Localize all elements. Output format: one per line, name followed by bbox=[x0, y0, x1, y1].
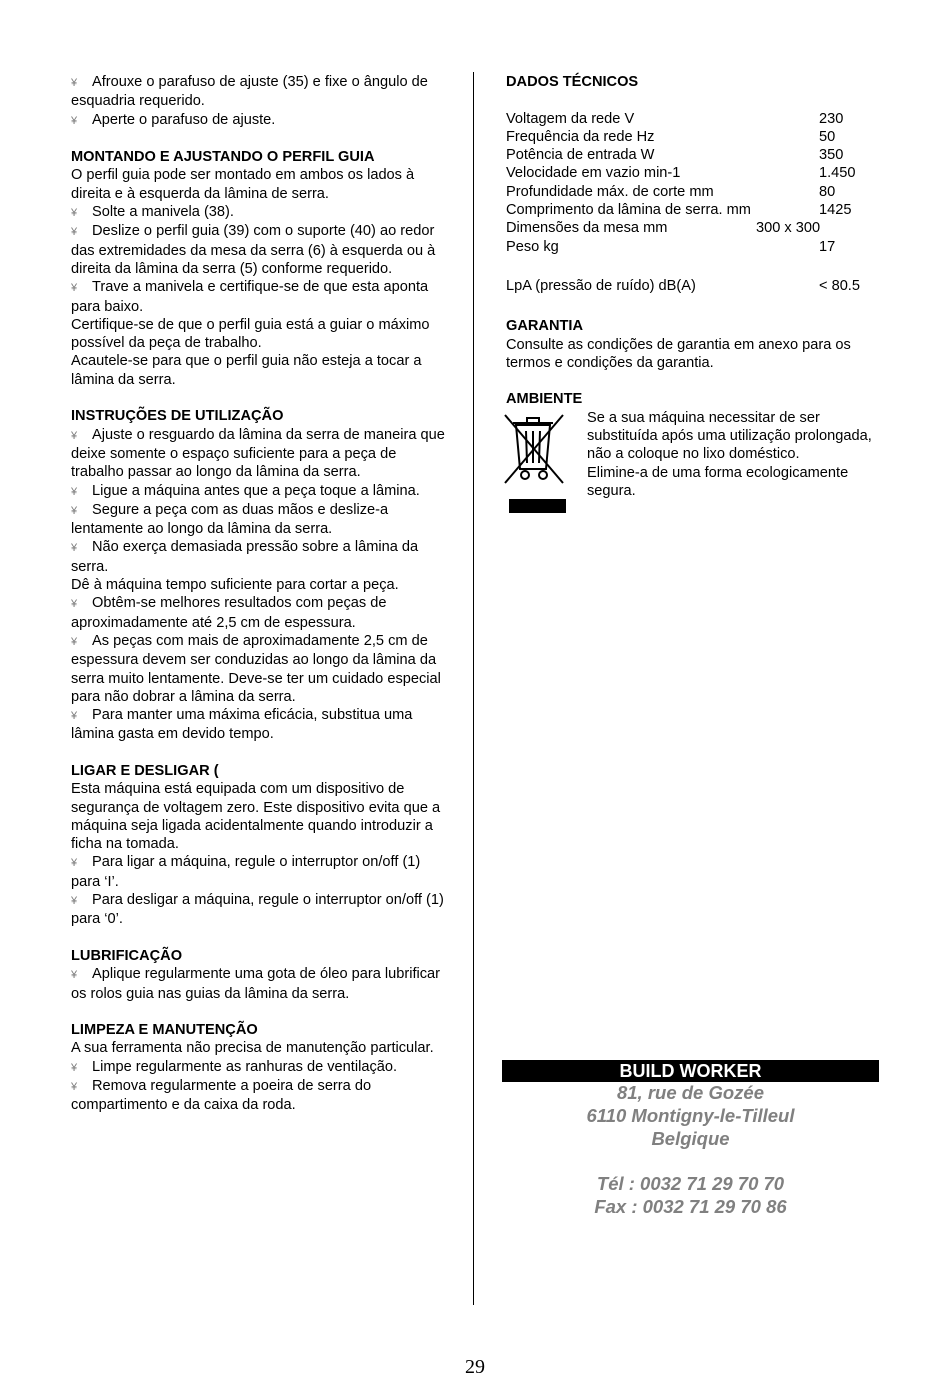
column-divider bbox=[473, 72, 474, 1305]
paragraph: A sua ferramenta não precisa de manutenção particular. bbox=[71, 1040, 434, 1057]
paragraph: Acautele-se para que o perfil guia não esteja a tocar a lâmina da serra. bbox=[71, 353, 422, 388]
crossed-out-wheelie-bin-icon bbox=[501, 411, 567, 515]
section-heading-limpeza: LIMPEZA E MANUTENÇÃO bbox=[71, 1022, 258, 1039]
paragraph: Dê à máquina tempo suficiente para cortar a peça. bbox=[71, 577, 399, 594]
spec-row: Potência de entrada W 350 bbox=[506, 147, 844, 164]
page-number: 29 bbox=[465, 1356, 485, 1378]
yen-sign-icon: ¥ bbox=[71, 857, 78, 870]
list-item: ¥ Para ligar a máquina, regule o interruptor on/off (1) para ‘I’. bbox=[71, 854, 421, 890]
address-line: Belgique bbox=[651, 1127, 730, 1149]
list-item: ¥ Afrouxe o parafuso de ajuste (35) e fixe o ângulo de esquadria requerido. bbox=[71, 74, 428, 110]
section-heading-dados-tecnicos: DADOS TÉCNICOS bbox=[506, 74, 639, 90]
spec-row: Peso kg 17 bbox=[506, 238, 836, 255]
yen-sign-icon: ¥ bbox=[71, 1061, 78, 1074]
yen-sign-icon: ¥ bbox=[71, 485, 78, 498]
yen-sign-icon: ¥ bbox=[71, 504, 78, 517]
list-item: ¥ Limpe regularmente as ranhuras de ventilação. bbox=[71, 1058, 446, 1077]
spec-row: Dimensões da mesa mm 300 x 300 bbox=[506, 220, 821, 237]
address-line: 6110 Montigny-le-Tilleul bbox=[586, 1104, 795, 1126]
list-item: ¥ Para desligar a máquina, regule o interruptor on/off (1) para ‘0’. bbox=[71, 892, 444, 928]
yen-sign-icon: ¥ bbox=[71, 114, 78, 127]
list-item: ¥ Aperte o parafuso de ajuste. bbox=[71, 111, 446, 130]
section-heading-lubrificacao: LUBRIFICAÇÃO bbox=[71, 947, 183, 964]
section-heading-perfil-guia: MONTANDO E AJUSTANDO O PERFIL GUIA bbox=[71, 149, 375, 166]
yen-sign-icon: ¥ bbox=[71, 77, 78, 89]
paragraph: O perfil guia pode ser montado em ambos os lados à direita e à esquerda da lâmina de serra. bbox=[71, 167, 415, 202]
spec-row: Voltagem da rede V 230 bbox=[506, 110, 844, 127]
section-heading-ligar: LIGAR E DESLIGAR ( bbox=[71, 762, 219, 779]
list-item: ¥ As peças com mais de aproximadamente 2,5 cm de espessura devem ser conduzidas ao longo da lâmina da serra muito lentamente. Deve-se ter um cuidado especial para não dobrar a lâmina da serra. bbox=[71, 632, 441, 705]
yen-sign-icon: ¥ bbox=[71, 635, 78, 648]
right-column bbox=[506, 73, 878, 519]
section-heading-instrucoes: INSTRUÇÕES DE UTILIZAÇÃO bbox=[71, 408, 284, 425]
company-info bbox=[502, 1060, 879, 1219]
list-item: ¥ Ajuste o resguardo da lâmina da serra de maneira que deixe somente o espaço suficiente para a peça de trabalho passar ao longo da lâmina da serra. bbox=[71, 426, 445, 481]
yen-sign-icon: ¥ bbox=[71, 598, 78, 611]
yen-sign-icon: ¥ bbox=[71, 429, 78, 442]
spec-row: Profundidade máx. de corte mm 80 bbox=[506, 183, 836, 200]
yen-sign-icon: ¥ bbox=[71, 895, 78, 908]
list-item: ¥ Aplique regularmente uma gota de óleo para lubrificar os rolos guia nas guias da lâmina da serra. bbox=[71, 966, 441, 1002]
yen-sign-icon: ¥ bbox=[71, 542, 78, 555]
spec-row: Comprimento da lâmina de serra. mm 1425 bbox=[506, 202, 852, 219]
paragraph: Certifique-se de que o perfil guia está a guiar o máximo possível da peça de trabalho. bbox=[71, 316, 430, 352]
yen-sign-icon: ¥ bbox=[71, 710, 78, 723]
list-item: ¥ Ligue a máquina antes que a peça toque a lâmina. bbox=[71, 482, 446, 501]
spec-row: Frequência da rede Hz 50 bbox=[506, 128, 836, 145]
list-item: ¥ Não exerça demasiada pressão sobre a lâmina da serra. bbox=[71, 539, 419, 575]
paragraph: Esta máquina está equipada com um dispositivo de segurança de voltagem zero. Este dispositivo evita que a máquina seja ligada acidentalmente quando introduzir a ficha na tomada. bbox=[71, 781, 441, 853]
section-heading-ambiente: AMBIENTE bbox=[506, 391, 583, 408]
yen-sign-icon: ¥ bbox=[71, 969, 78, 982]
yen-sign-icon: ¥ bbox=[71, 207, 78, 220]
list-item: ¥ Remova regularmente a poeira de serra do compartimento e da caixa da roda. bbox=[71, 1078, 372, 1114]
left-column bbox=[71, 73, 446, 1115]
list-item: ¥ Segure a peça com as duas mãos e deslize-a lentamente ao longo da lâmina da serra. bbox=[71, 501, 389, 538]
list-item: ¥ Para manter uma máxima eficácia, substitua uma lâmina gasta em devido tempo. bbox=[71, 707, 413, 743]
noise-row: LpA (pressão de ruído) dB(A) < 80.5 bbox=[506, 277, 860, 294]
yen-sign-icon: ¥ bbox=[71, 226, 78, 239]
phone-number: Tél : 0032 71 29 70 70 bbox=[596, 1173, 785, 1195]
ambiente-block bbox=[506, 409, 878, 519]
address-line: 81, rue de Gozée bbox=[616, 1082, 765, 1103]
spec-row: Velocidade em vazio min-1 1.450 bbox=[506, 165, 856, 182]
paragraph: Consulte as condições de garantia em anexo para os termos e condições da garantia. bbox=[506, 336, 851, 371]
yen-sign-icon: ¥ bbox=[71, 1081, 78, 1094]
fax-number: Fax : 0032 71 29 70 86 bbox=[594, 1195, 787, 1217]
ambiente-text: Se a sua máquina necessitar de ser substituída após uma utilização prolongada, não a coloque no lixo doméstico. Elimine-a de uma forma ecologicamente segura. bbox=[587, 409, 872, 499]
list-item: ¥ Trave a manivela e certifique-se de que esta aponta para baixo. bbox=[71, 279, 429, 315]
list-item: ¥ Deslize o perfil guia (39) com o suporte (40) ao redor das extremidades da mesa da serra (6) à esquerda ou à direita da lâmina da serra (5) conforme requerido. bbox=[71, 223, 436, 277]
list-item: ¥ Obtêm-se melhores resultados com peças de aproximadamente até 2,5 cm de espessura. bbox=[71, 595, 387, 631]
company-name: BUILD WORKER bbox=[502, 1060, 879, 1082]
section-heading-garantia: GARANTIA bbox=[506, 318, 584, 335]
yen-sign-icon: ¥ bbox=[71, 282, 78, 295]
list-item: ¥ Solte a manivela (38). bbox=[71, 203, 446, 222]
